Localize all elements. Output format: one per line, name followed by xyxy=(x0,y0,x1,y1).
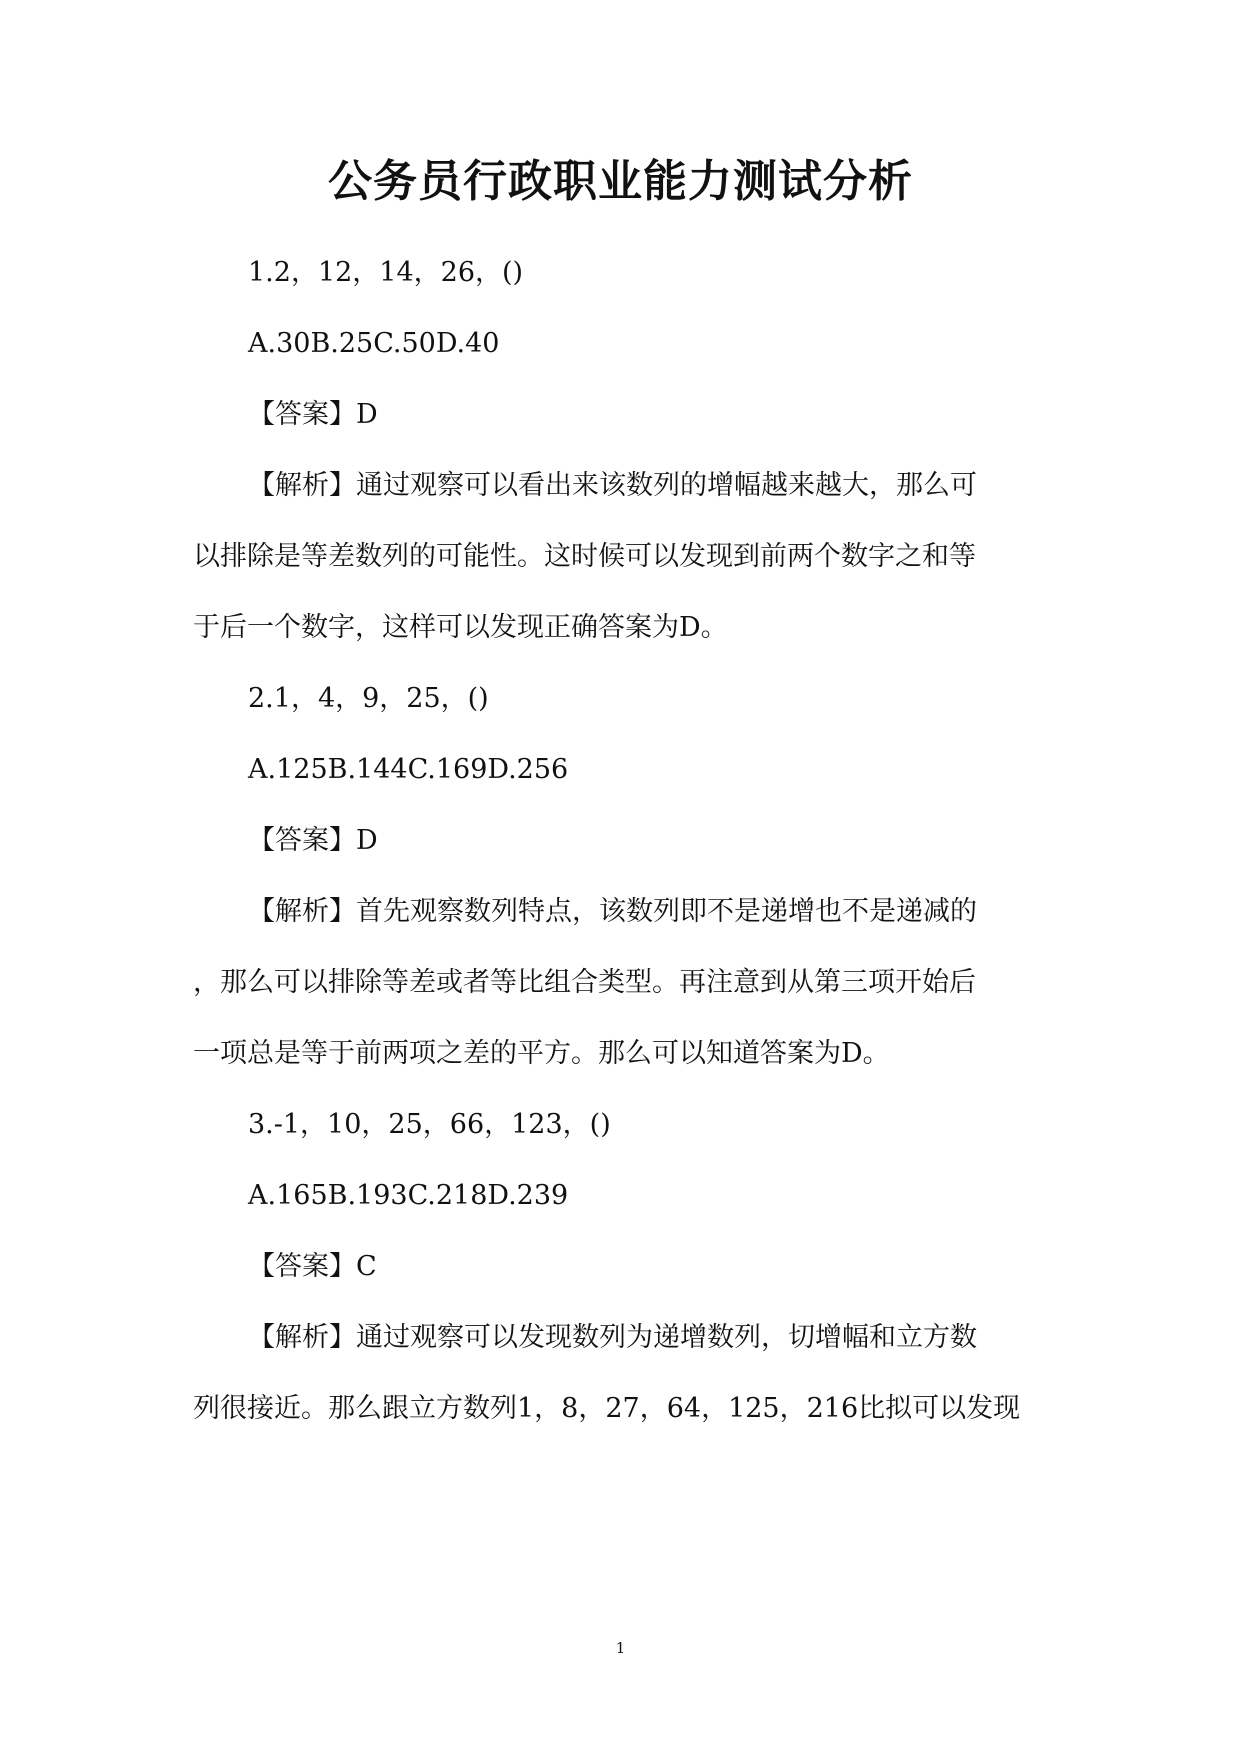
question-1-analysis-line-3: 于后一个数字，这样可以发现正确答案为D。 xyxy=(193,612,728,643)
question-2-stem: 2.1，4，9，25，() xyxy=(248,683,489,714)
question-3-stem: 3.-1，10，25，66，123，() xyxy=(248,1109,611,1140)
question-3-answer: 【答案】C xyxy=(248,1251,377,1282)
question-2-analysis-line-2: ，那么可以排除等差或者等比组合类型。再注意到从第三项开始后 xyxy=(193,967,976,998)
question-1-stem: 1.2，12，14，26，() xyxy=(248,257,524,288)
page-title: 公务员行政职业能力测试分析 xyxy=(328,156,913,207)
question-2-analysis-line-1: 【解析】首先观察数列特点，该数列即不是递增也不是递减的 xyxy=(248,896,977,927)
question-2-analysis-line-3: 一项总是等于前两项之差的平方。那么可以知道答案为D。 xyxy=(193,1038,890,1069)
question-3-analysis-line-2: 列很接近。那么跟立方数列1，8，27，64，125，216比拟可以发现 xyxy=(193,1393,1021,1424)
question-1-options: A.30B.25C.50D.40 xyxy=(248,328,500,359)
question-1-analysis-line-1: 【解析】通过观察可以看出来该数列的增幅越来越大，那么可 xyxy=(248,470,977,501)
question-2-options: A.125B.144C.169D.256 xyxy=(248,754,569,785)
question-1-answer: 【答案】D xyxy=(248,399,378,430)
page-number: 1 xyxy=(615,1639,626,1657)
question-2-answer: 【答案】D xyxy=(248,825,378,856)
question-3-analysis-line-1: 【解析】通过观察可以发现数列为递增数列，切增幅和立方数 xyxy=(248,1322,977,1353)
document-body xyxy=(193,255,1039,1462)
question-3-options: A.165B.193C.218D.239 xyxy=(248,1180,569,1211)
question-1-analysis-line-2: 以排除是等差数列的可能性。这时候可以发现到前两个数字之和等 xyxy=(193,541,976,572)
